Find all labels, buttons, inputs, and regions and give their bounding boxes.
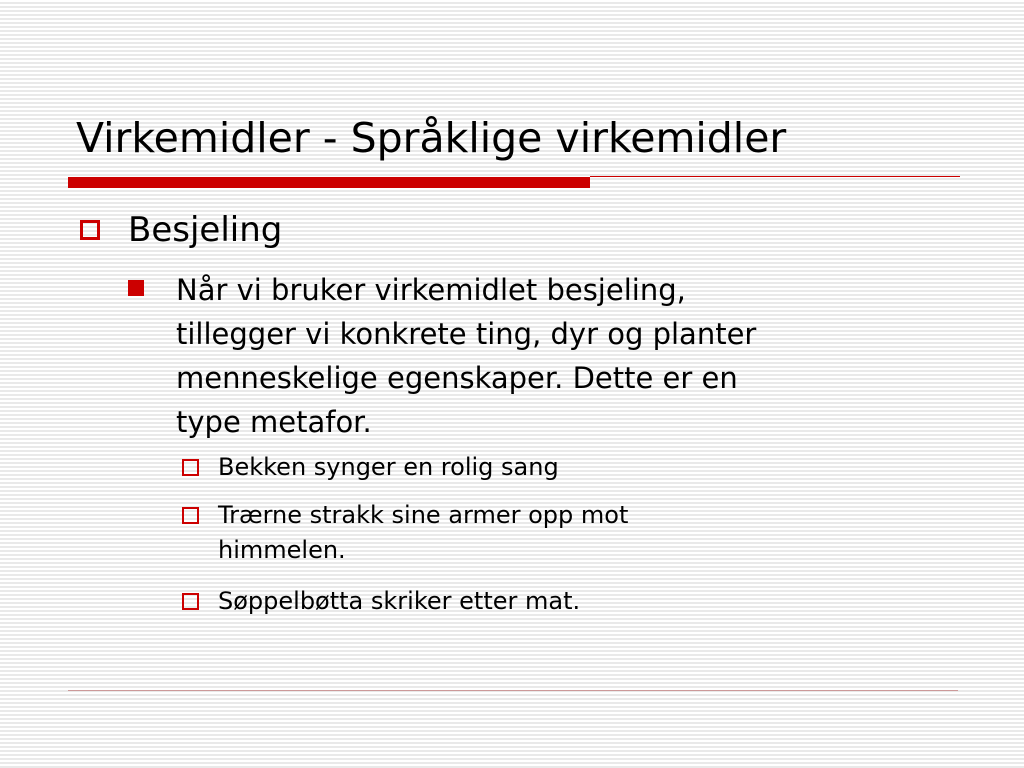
bullet-level2-line: menneskelige egenskaper. Dette er en [176,361,738,395]
example-line: himmelen. [218,536,346,564]
bullet-level2-text [176,268,956,444]
bullet-level1-text: Besjeling [128,210,283,250]
title-underline-thick [68,177,590,188]
example-line: Trærne strakk sine armer opp mot [218,501,629,529]
hollow-square-bullet-icon [182,459,199,476]
example-text [218,450,918,485]
hollow-square-bullet-icon [80,220,100,240]
example-line: Søppelbøtta skriker etter mat. [218,587,581,615]
bullet-level2-line: tillegger vi konkrete ting, dyr og planter [176,317,757,351]
bullet-level2-line: Når vi bruker virkemidlet besjeling, [176,273,686,307]
footer-divider [68,690,958,691]
title-underline-thin [590,176,960,177]
filled-square-bullet-icon [128,280,144,296]
example-text [218,584,918,619]
hollow-square-bullet-icon [182,593,199,610]
hollow-square-bullet-icon [182,507,199,524]
slide-title: Virkemidler - Språklige virkemidler [76,114,787,162]
bullet-level2-line: type metafor. [176,405,372,439]
example-line: Bekken synger en rolig sang [218,453,559,481]
example-text [218,498,918,568]
